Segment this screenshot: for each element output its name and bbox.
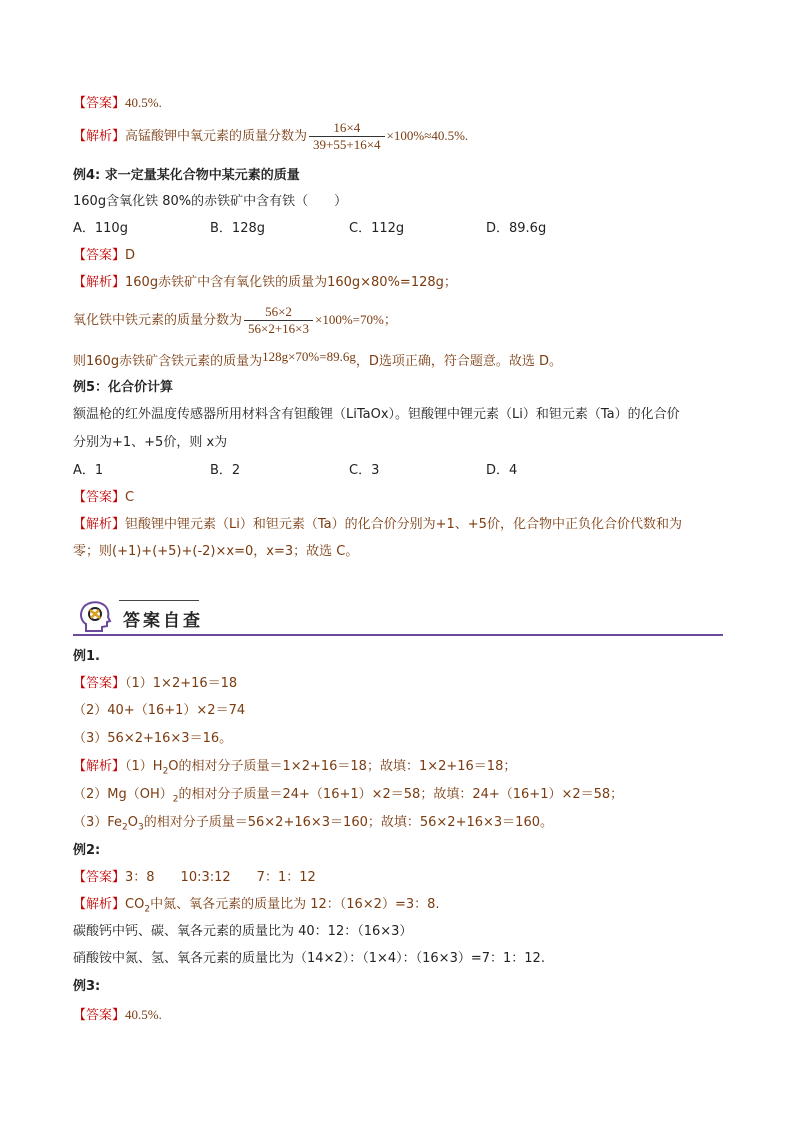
ex3-analysis-text: 高锰酸钾中氧元素的质量分数为 [125,129,308,144]
check3-answer-line [73,1006,162,1025]
ex4-answer-line [73,247,135,265]
check1-analysis-3-sub2: 3 [138,822,144,833]
check2-analysis-line-1 [73,896,440,919]
ex5-analysis-2: 零；则(+1)+(+5)+(-2)×x=0，x=3；故选 C。 [73,544,359,559]
ex5-option-d: D．4 [486,463,518,478]
answer-tag: 【答案】 [73,1008,126,1023]
check2-analysis-line-3: 硝酸铵中氮、氢、氧各元素的质量比为（14×2）：（1×4）：（16×3）=7：1：12. [73,951,545,966]
answer-tag: 【答案】 [73,870,126,885]
check3-answer: 40.5%. [125,1007,162,1022]
check1-analysis-3a: （3）Fe [73,815,123,830]
check1-analysis-line-3 [73,814,553,837]
check2-analysis-1a: CO [125,897,145,912]
ex3-analysis-line [73,120,468,153]
ex4-answer: D [125,248,136,263]
check1-analysis-3b: 的相对分子质量＝56×2+16×3＝160；故填：56×2+16×3＝160。 [143,815,553,830]
check1-analysis-line-2 [73,786,623,809]
ex3-fraction-numerator: 16×4 [309,120,385,137]
ex4-option-a: A．110g [73,221,128,236]
ex5-option-b: B．2 [210,463,241,478]
ex4-question: 160g含氧化铁 80%的赤铁矿中含有铁（ ） [73,194,348,209]
ex5-answer: C [125,490,135,505]
ex4-analysis-line-2 [73,304,397,337]
head-gear-icon [77,598,113,634]
ex5-option-a: A．1 [73,463,104,478]
ex5-question-1: 额温枪的红外温度传感器所用材料含有钽酸锂（LiTaOx）。钽酸锂中锂元素（Li）和钽元素（Ta）的化合价 [73,407,680,422]
check1-answer-2: （2）40+（16+1）×2＝74 [73,703,246,718]
check1-analysis-line-1 [73,758,516,781]
check1-analysis-3-mid: O [127,815,139,830]
check1-analysis-2-sub: 2 [172,794,179,805]
check3-title: 例3: [73,979,101,994]
ex5-analysis-1: 钽酸锂中锂元素（Li）和钽元素（Ta）的化合价分别为+1、+5价，化合物中正负化合价代数和为 [125,517,682,532]
ex4-option-b: B．128g [210,221,265,236]
check1-answer-line-1 [73,675,237,693]
ex3-analysis-result: ×100%≈40.5%. [386,128,469,143]
analysis-tag: 【解析】 [73,275,126,290]
answer-tag: 【答案】 [73,96,126,111]
check1-analysis-1a: （1）H [125,759,163,774]
header-topline [119,600,199,601]
answer-tag: 【答案】 [73,676,126,691]
ex4-fraction [244,304,313,337]
analysis-tag: 【解析】 [73,897,126,912]
ex5-analysis-line-1 [73,516,682,534]
ex5-option-c: C．3 [349,463,380,478]
ex4-analysis-3: 则160g赤铁矿含铁元素的质量为 [73,354,263,369]
ex3-fraction [309,120,385,153]
ex4-analysis-2-result: ×100%=70%； [315,312,397,327]
ex4-analysis-3-calc: 128g×70%=89.6g [262,349,356,364]
ex4-analysis-1: 160g赤铁矿中含有氧化铁的质量为160g×80%=128g； [125,275,457,290]
ex4-analysis-2: 氧化铁中铁元素的质量分数为 [73,313,243,328]
ex5-answer-line [73,489,134,507]
check2-analysis-1b: 中氮、氧各元素的质量比为 12：（16×2）=3：8. [150,897,440,912]
check2-answer-line [73,869,316,887]
answer-tag: 【答案】 [73,490,126,505]
ex4-analysis-line-3 [73,349,562,371]
check2-answer: 3：8 10:3:12 7：1：12 [125,870,316,885]
section-divider [73,634,723,636]
ex5-title: 例5：化合价计算 [73,380,174,395]
check2-title: 例2: [73,843,101,858]
check1-answer-3: （3）56×2+16×3＝16。 [73,731,233,746]
ex4-title: 例4: 求一定量某化合物中某元素的质量 [73,168,300,183]
ex4-analysis-3-conclusion: ，D选项正确，符合题意。故选 D。 [355,354,562,369]
ex3-fraction-denominator: 39+55+16×4 [313,137,381,152]
ex3-answer: 40.5%. [125,95,162,110]
check1-answer-1: （1）1×2+16＝18 [125,676,238,691]
analysis-tag: 【解析】 [73,517,126,532]
ex4-option-c: C．112g [349,221,405,236]
ex5-analysis-line-2 [73,543,358,561]
ex4-fraction-denominator: 56×2+16×3 [248,321,310,336]
check1-analysis-3-sub1: 2 [122,822,128,833]
ex4-analysis-line-1 [73,274,457,292]
ex4-fraction-numerator: 56×2 [244,304,313,321]
check1-analysis-1b: O的相对分子质量＝1×2+16＝18；故填：1×2+16＝18； [168,759,517,774]
check1-title: 例1. [73,649,100,664]
answer-tag: 【答案】 [73,248,126,263]
ex3-answer-line [73,94,162,113]
section-header [73,596,723,636]
ex4-option-d: D．89.6g [486,221,547,236]
check1-analysis-2b: 的相对分子质量＝24+（16+1）×2＝58；故填：24+（16+1）×2＝58； [178,787,624,802]
section-title: 答案自查 [123,611,203,631]
check1-analysis-1-sub: 2 [162,766,169,777]
ex5-question-2: 分别为+1、+5价，则 x为 [73,435,228,450]
check1-analysis-2a: （2）Mg（OH） [73,787,173,802]
check2-analysis-line-2: 碳酸钙中钙、碳、氧各元素的质量比为 40：12：（16×3） [73,924,413,939]
check2-analysis-1-sub: 2 [144,904,151,915]
analysis-tag: 【解析】 [73,129,126,144]
analysis-tag: 【解析】 [73,759,126,774]
